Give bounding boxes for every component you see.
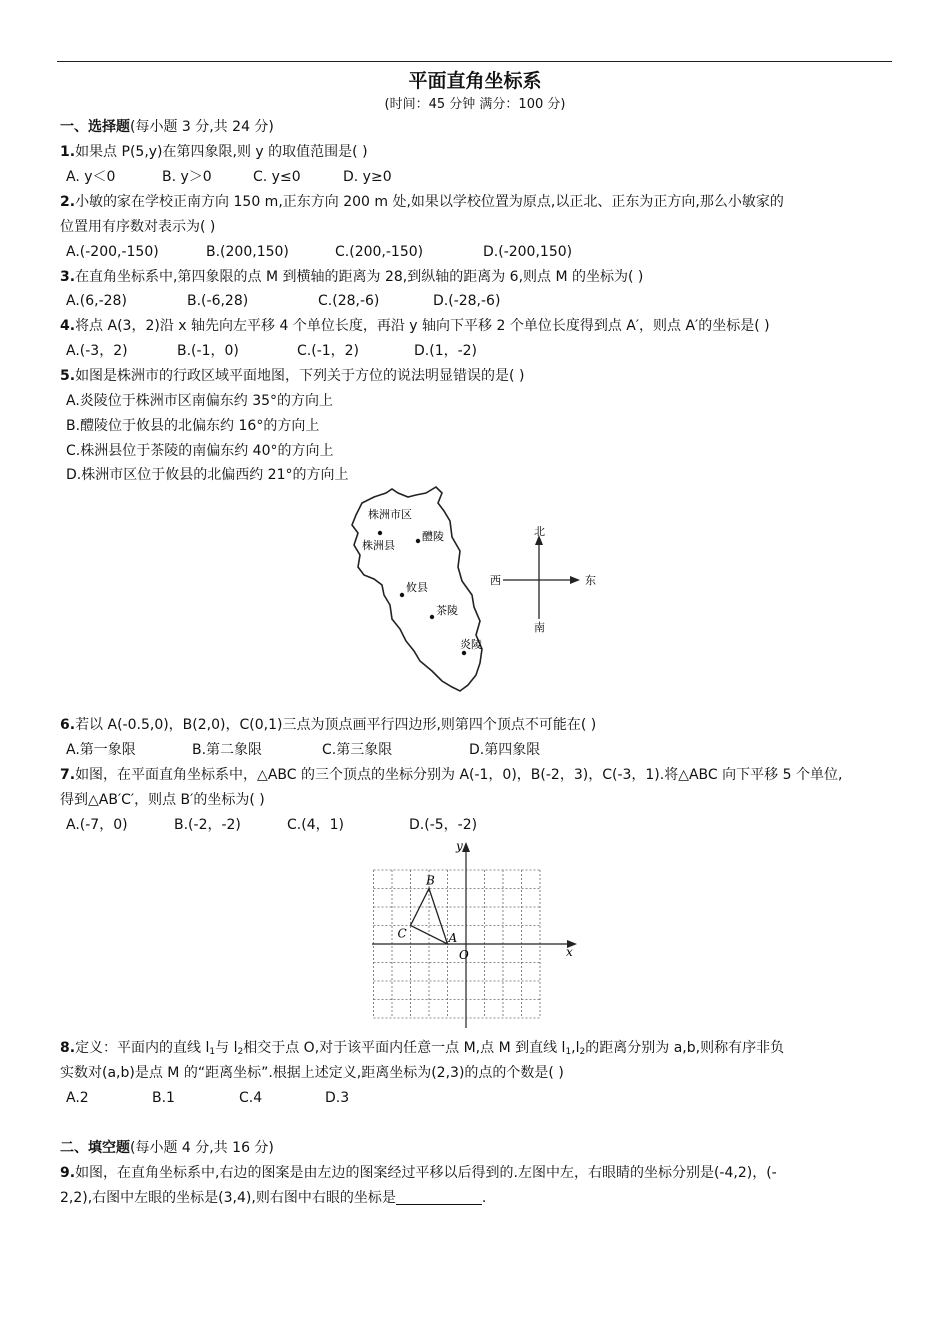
section1-title: 一、选择题 — [60, 119, 130, 135]
q8-option-a: A.2 — [66, 1090, 89, 1106]
question-9 — [60, 1164, 777, 1182]
compass-east: 东 — [585, 574, 596, 587]
q7-option-c: C.(4，1) — [287, 817, 344, 833]
q3-option-c: C.(28,-6) — [318, 293, 380, 309]
question-8 — [60, 1039, 784, 1061]
question-3 — [60, 268, 643, 286]
east-arrow-icon — [570, 576, 580, 584]
page-title: 平面直角坐标系 — [408, 70, 542, 92]
q4-option-c: C.(-1，2) — [297, 343, 360, 359]
header-rule — [57, 61, 892, 62]
q1-option-a: A. y＜0 — [66, 169, 116, 185]
question-text: 如果点 P(5,y)在第四象限,则 y 的取值范围是( ) — [75, 144, 368, 160]
section1-note: (每小题 3 分,共 24 分) — [130, 119, 274, 135]
q7-option-b: B.(-2，-2) — [174, 817, 241, 833]
question-text: 的距离分别为 a,b,则称有序非负 — [585, 1040, 785, 1056]
q2-option-d: D.(-200,150) — [483, 244, 573, 260]
question-text: 定义：平面内的直线 l — [75, 1040, 210, 1056]
question-6 — [60, 716, 596, 734]
chaling-dot — [430, 615, 434, 619]
q6-option-a: A.第一象限 — [66, 742, 136, 758]
y-axis-label: y — [456, 839, 463, 853]
label-zhuzhou-county: 株洲县 — [362, 539, 395, 552]
question-4 — [60, 317, 770, 335]
compass-north: 北 — [534, 525, 545, 538]
question-number: 3. — [60, 269, 76, 285]
q2-option-a: A.(-200,-150) — [66, 244, 159, 260]
section2-heading — [60, 1139, 274, 1157]
x-axis-label: x — [566, 945, 573, 959]
compass-south: 南 — [534, 621, 545, 634]
question-number: 8. — [60, 1040, 76, 1056]
zhuzhou-city-dot — [378, 531, 382, 535]
subscript: 1 — [565, 1047, 572, 1057]
q1-option-b: B. y＞0 — [162, 169, 212, 185]
label-yanling: 炎陵 — [460, 638, 482, 651]
q4-option-b: B.(-1，0) — [177, 343, 239, 359]
q4-option-a: A.(-3，2) — [66, 343, 128, 359]
question-text: ,l — [571, 1040, 580, 1056]
liling-dot — [416, 539, 420, 543]
section2-title: 二、填空题 — [60, 1140, 130, 1156]
question-number: 1. — [60, 144, 76, 160]
question-text: 如图是株洲市的行政区域平面地图，下列关于方位的说法明显错误的是( ) — [75, 368, 525, 384]
q6-option-c: C.第三象限 — [322, 742, 393, 758]
q1-option-d: D. y≥0 — [343, 169, 392, 185]
question-text: 如图，在直角坐标系中,右边的图案是由左边的图案经过平移以后得到的.左图中左，右眼睛的坐标分别是(-4,2)，(- — [75, 1165, 777, 1181]
label-chaling: 茶陵 — [436, 604, 458, 617]
q2-option-c: C.(200,-150) — [335, 244, 424, 260]
question-7 — [60, 766, 842, 784]
label-youxian: 攸县 — [406, 581, 428, 594]
point-c-label: C — [397, 926, 407, 941]
q6-option-d: D.第四象限 — [469, 742, 541, 758]
q7-option-a: A.(-7，0) — [66, 817, 128, 833]
q5-option-d: D.株洲市区位于攸县的北偏西约 21°的方向上 — [66, 467, 349, 483]
question-text: 与 l — [215, 1040, 238, 1056]
question-8-cont: 实数对(a,b)是点 M 的“距离坐标”.根据上述定义,距离坐标为(2,3)的点的个数是( ) — [60, 1065, 564, 1081]
q5-option-b: B.醴陵位于攸县的北偏东约 16°的方向上 — [66, 418, 320, 434]
label-zhuzhou-city: 株洲市区 — [368, 508, 412, 521]
subscript: 2 — [579, 1047, 586, 1057]
q3-option-a: A.(6,-28) — [66, 293, 127, 309]
question-text: 相交于点 O,对于该平面内任意一点 M,点 M 到直线 l — [243, 1040, 566, 1056]
question-text: . — [481, 1190, 487, 1206]
page-subtitle: (时间：45 分钟 满分：100 分) — [384, 97, 566, 112]
question-1 — [60, 143, 368, 161]
question-7-cont: 得到△AB′C′，则点 B′的坐标为( ) — [60, 792, 265, 808]
point-b-label: B — [426, 873, 435, 888]
q8-option-d: D.3 — [325, 1090, 350, 1106]
q3-option-b: B.(-6,28) — [187, 293, 249, 309]
yanling-dot — [462, 651, 466, 655]
q1-option-c: C. y≤0 — [253, 169, 301, 185]
q8-option-b: B.1 — [152, 1090, 175, 1106]
question-2 — [60, 193, 784, 211]
question-number: 7. — [60, 767, 76, 783]
zhuzhou-map-figure — [340, 485, 610, 700]
subscript: 1 — [209, 1047, 216, 1057]
q7-option-d: D.(-5，-2) — [409, 817, 478, 833]
point-a-label: A — [448, 931, 458, 945]
label-liling: 醴陵 — [422, 530, 444, 543]
question-5 — [60, 367, 524, 385]
question-9-cont — [60, 1189, 486, 1207]
y-axis-arrow-icon — [462, 842, 470, 852]
question-text: 将点 A(3，2)沿 x 轴先向左平移 4 个单位长度，再沿 y 轴向下平移 2 个单位长度得到点 A′，则点 A′的坐标是( ) — [75, 318, 770, 334]
question-text: 在直角坐标系中,第四象限的点 M 到横轴的距离为 28,到纵轴的距离为 6,则点 M 的坐标为( ) — [75, 269, 644, 285]
question-2-cont: 位置用有序数对表示为( ) — [60, 219, 216, 235]
youxian-dot — [400, 593, 404, 597]
question-number: 2. — [60, 194, 76, 210]
coordinate-grid-figure — [370, 838, 585, 1033]
q5-option-a: A.炎陵位于株洲市区南偏东约 35°的方向上 — [66, 393, 334, 409]
question-text: 若以 A(-0.5,0)，B(2,0)，C(0,1)三点为顶点画平行四边形,则第四个顶点不可能在( ) — [75, 717, 597, 733]
q3-option-d: D.(-28,-6) — [433, 293, 501, 309]
question-text: 小敏的家在学校正南方向 150 m,正东方向 200 m 处,如果以学校位置为原点,以正北、正东为正方向,那么小敏家的 — [75, 194, 784, 210]
q5-option-c: C.株洲县位于茶陵的南偏东约 40°的方向上 — [66, 443, 334, 459]
q6-option-b: B.第二象限 — [192, 742, 263, 758]
question-text: 2,2),右图中左眼的坐标是(3,4),则右图中右眼的坐标是 — [60, 1190, 396, 1206]
section2-note: (每小题 4 分,共 16 分) — [130, 1140, 274, 1156]
origin-label: O — [459, 948, 469, 962]
question-number: 6. — [60, 717, 76, 733]
answer-blank[interactable] — [396, 1190, 482, 1205]
question-number: 4. — [60, 318, 76, 334]
q4-option-d: D.(1，-2) — [414, 343, 478, 359]
compass-west: 西 — [490, 574, 501, 587]
subscript: 2 — [237, 1047, 244, 1057]
question-number: 5. — [60, 368, 76, 384]
question-number: 9. — [60, 1165, 76, 1181]
q8-option-c: C.4 — [239, 1090, 263, 1106]
section1-heading — [60, 118, 274, 136]
q2-option-b: B.(200,150) — [206, 244, 289, 260]
question-text: 如图，在平面直角坐标系中，△ABC 的三个顶点的坐标分别为 A(-1，0)，B(-2，3)，C(-3，1).将△ABC 向下平移 5 个单位, — [75, 767, 843, 783]
